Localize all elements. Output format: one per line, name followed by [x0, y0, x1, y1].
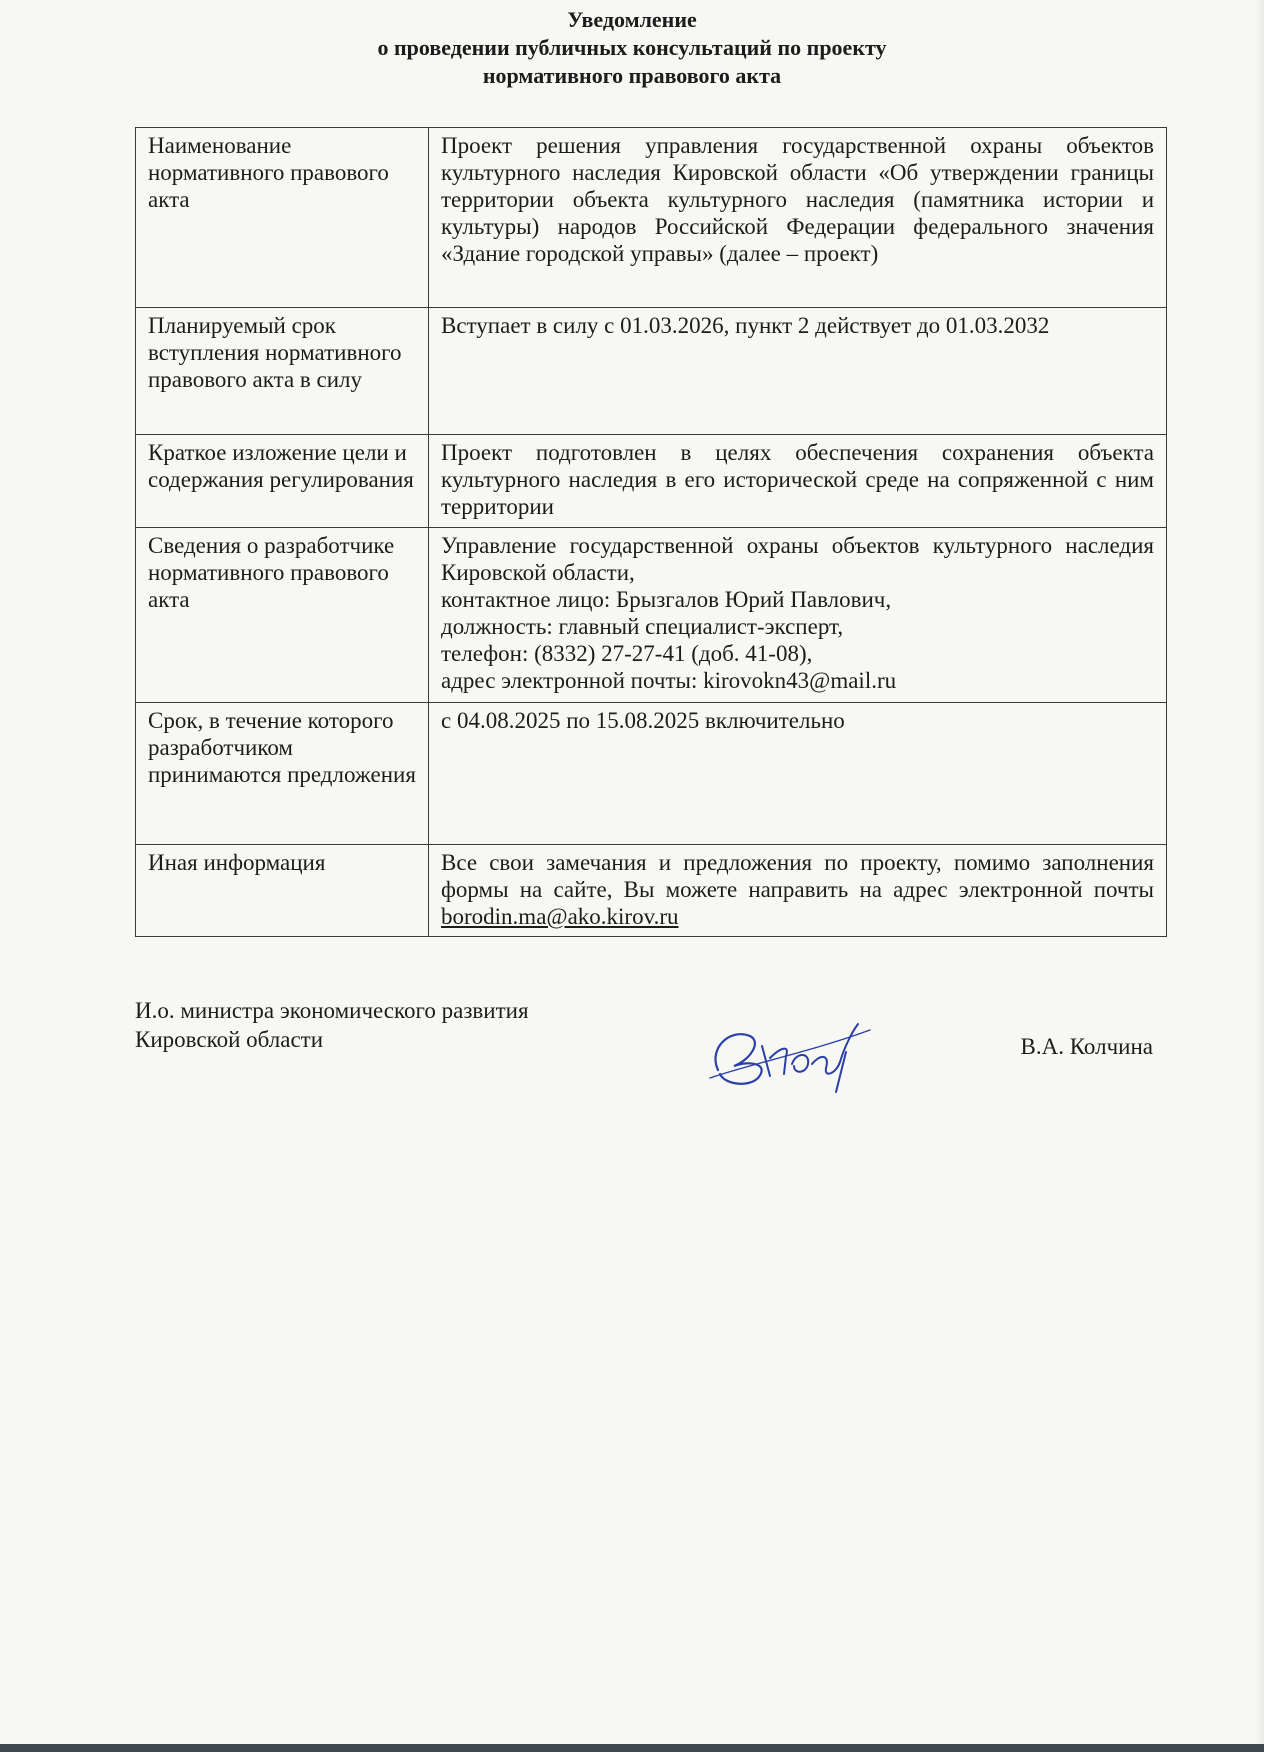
position-line-1: И.о. министра экономического развития — [135, 998, 529, 1023]
developer-email: адрес электронной почты: kirovokn43@mail.ru — [441, 668, 897, 693]
title-line-3: нормативного правового акта — [482, 63, 782, 88]
developer-position: должность: главный специалист-эксперт, — [441, 614, 844, 639]
row-value: Проект решения управления государственной охраны объектов культурного наследия Кировской области «Об утверждении границы территории объекта культурного наследия (памятника истории и культуры) народов Российской Федерации федерального значения «Здание городской управы» (далее – проект) — [429, 128, 1167, 308]
row-value — [429, 845, 1167, 937]
document-title — [0, 6, 1264, 90]
table-row-effective-date — [136, 308, 1167, 435]
notice-table — [135, 127, 1167, 937]
row-label: Сведения о разработчике нормативного правового акта — [136, 528, 429, 703]
signatory-position — [135, 996, 529, 1054]
position-line-2: Кировской области — [135, 1027, 324, 1052]
contact-email-link[interactable]: borodin.ma@ako.kirov.ru — [441, 904, 679, 929]
table-row-summary — [136, 435, 1167, 528]
developer-org: Управление государственной охраны объектов культурного наследия Кировской области, — [441, 533, 1154, 585]
handwritten-signature — [700, 1008, 880, 1098]
row-label: Краткое изложение цели и содержания регулирования — [136, 435, 429, 528]
row-label: Наименование нормативного правового акта — [136, 128, 429, 308]
developer-phone: телефон: (8332) 27-27-41 (доб. 41-08), — [441, 641, 813, 666]
signatory-name: В.А. Колчина — [1020, 1034, 1153, 1059]
row-value: Вступает в силу с 01.03.2026, пункт 2 действует до 01.03.2032 — [429, 308, 1167, 435]
title-line-2: о проведении публичных консультаций по проекту — [377, 35, 887, 60]
table-row-deadline — [136, 703, 1167, 845]
developer-contact: контактное лицо: Брызгалов Юрий Павлович, — [441, 587, 892, 612]
scan-border — [0, 1744, 1264, 1752]
table-row-other-info — [136, 845, 1167, 937]
page-edge — [1256, 0, 1264, 1752]
row-value: Проект подготовлен в целях обеспечения сохранения объекта культурного наследия в его исторической среде на сопряженной с ним территории — [429, 435, 1167, 528]
row-value — [429, 528, 1167, 703]
row-label: Срок, в течение которого разработчиком принимаются предложения — [136, 703, 429, 845]
row-label: Планируемый срок вступления нормативного правового акта в силу — [136, 308, 429, 435]
table-row-act-name — [136, 128, 1167, 308]
signature-block — [135, 996, 1167, 1106]
table-row-developer — [136, 528, 1167, 703]
row-value: с 04.08.2025 по 15.08.2025 включительно — [429, 703, 1167, 845]
other-info-text: Все свои замечания и предложения по проекту, помимо заполнения формы на сайте, Вы можете направить на адрес электронной почты — [441, 850, 1154, 902]
row-label: Иная информация — [136, 845, 429, 937]
title-line-1: Уведомление — [567, 7, 697, 32]
